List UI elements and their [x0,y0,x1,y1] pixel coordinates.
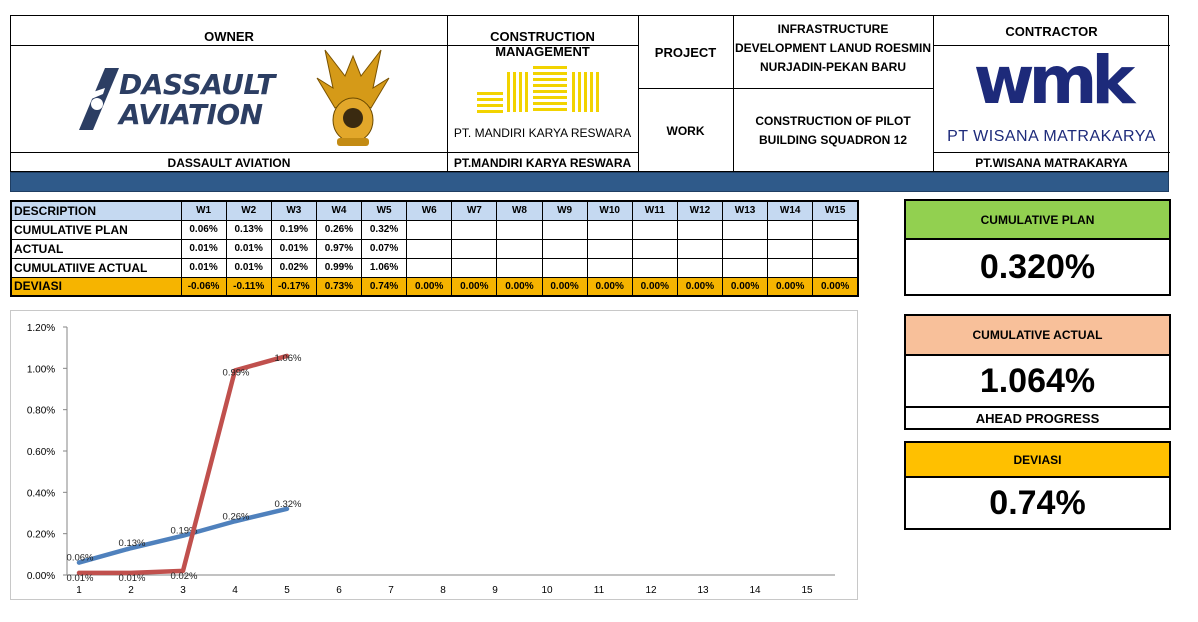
x-tick-label: 13 [697,585,709,596]
cm-logo-caption: PT. MANDIRI KARYA RESWARA [453,126,632,140]
table-cell: 0.00% [723,277,768,296]
table-header-week: W11 [632,201,677,220]
table-cell [768,239,813,258]
y-tick-label: 1.00% [26,364,56,376]
data-label: 0.19% [170,525,198,537]
table-cell: 0.99% [316,258,361,277]
table-cell [452,258,497,277]
table-cell: 0.00% [497,277,542,296]
table-cell [723,258,768,277]
table-cell [407,239,452,258]
y-tick-label: 0.20% [26,529,56,541]
series-line-actual [79,356,287,573]
table-cell: -0.11% [226,277,271,296]
table-cell [677,239,722,258]
table-cell: 0.00% [768,277,813,296]
table-cell: -0.06% [181,277,226,296]
kpi-actual-value: 1.064% [979,361,1096,400]
kpi-actual-label: CUMULATIVE ACTUAL [906,316,1169,356]
table-cell [723,220,768,239]
table-cell: 0.01% [226,258,271,277]
kpi-cumulative-plan [904,199,1171,296]
table-cell [542,239,587,258]
table-cell: 0.00% [632,277,677,296]
table-cell: 0.06% [181,220,226,239]
x-tick-label: 5 [284,585,290,596]
table-cell [768,258,813,277]
table-cell: 0.73% [316,277,361,296]
cm-title: CONSTRUCTION MANAGEMENT [490,29,595,59]
progress-chart [10,310,858,600]
wmk-logo: wmk [973,42,1130,119]
x-tick-label: 10 [541,585,553,596]
table-header-description: DESCRIPTION [11,201,181,220]
table-cell: 0.01% [181,258,226,277]
table-cell: 0.01% [181,239,226,258]
contractor-name: PT.WISANA MATRAKARYA [975,156,1128,170]
owner-logo-line1: DASSAULT [119,68,275,101]
table-cell: 0.74% [362,277,407,296]
kpi-dev-label: DEVIASI [906,443,1169,478]
table-cell: 0.01% [271,239,316,258]
table-header-week: W6 [407,201,452,220]
table-row [11,239,858,258]
chart-canvas [11,311,857,599]
table-cell [542,220,587,239]
table-cell [497,220,542,239]
table-cell [723,239,768,258]
section-divider-bar [10,172,1169,192]
table-header-week: W9 [542,201,587,220]
kpi-cumulative-actual [904,314,1171,430]
table-header-row [11,201,858,220]
x-tick-label: 9 [492,585,498,596]
x-tick-label: 6 [336,585,342,596]
data-label: 0.01% [118,572,146,584]
table-header-week: W12 [677,201,722,220]
table-cell [813,239,858,258]
x-tick-label: 3 [180,585,186,596]
kpi-dev-value: 0.74% [989,483,1086,522]
x-tick-label: 2 [128,585,134,596]
table-cell [813,258,858,277]
table-header-week: W5 [362,201,407,220]
table-cell: 0.07% [362,239,407,258]
table-cell: 0.02% [271,258,316,277]
table-cell [497,239,542,258]
table-header-week: W2 [226,201,271,220]
table-header-week: W7 [452,201,497,220]
table-row-label: CUMULATIIVE ACTUAL [11,258,181,277]
owner-title: OWNER [204,29,254,44]
table-cell [768,220,813,239]
table-header-week: W14 [768,201,813,220]
data-label: 0.13% [118,538,146,550]
table-row-label: CUMULATIVE PLAN [11,220,181,239]
data-label: 1.06% [274,352,302,364]
table-header-week: W1 [181,201,226,220]
table-cell [587,220,632,239]
work-value: CONSTRUCTION OF PILOT BUILDING SQUADRON 12 [755,114,911,147]
table-cell: 0.00% [677,277,722,296]
table-cell: 0.26% [316,220,361,239]
table-cell: 0.00% [587,277,632,296]
table-cell [407,220,452,239]
x-tick-label: 1 [76,585,82,596]
x-tick-label: 7 [388,585,394,596]
data-label: 0.26% [222,511,250,523]
y-tick-label: 0.80% [26,405,56,417]
table-cell [452,239,497,258]
header-panel [10,15,1169,172]
table-cell [677,258,722,277]
data-label: 0.32% [274,498,302,510]
project-label: PROJECT [654,45,717,60]
owner-logo-line2: AVIATION [119,98,263,131]
table-header-week: W8 [497,201,542,220]
table-cell: 0.00% [452,277,497,296]
table-header-week: W3 [271,201,316,220]
table-cell [677,220,722,239]
contractor-title: CONTRACTOR [1005,24,1098,39]
y-tick-label: 0.00% [26,571,56,582]
progress-table [10,200,859,297]
dassault-emblem-icon [75,64,121,134]
table-cell [407,258,452,277]
table-row [11,220,858,239]
table-row [11,258,858,277]
table-cell: 0.01% [226,239,271,258]
table-cell [813,220,858,239]
table-row [11,277,858,296]
y-tick-label: 0.60% [26,447,56,458]
x-tick-label: 14 [749,585,761,596]
kpi-actual-status: AHEAD PROGRESS [906,406,1169,428]
x-tick-label: 12 [645,585,657,596]
owner-name: DASSAULT AVIATION [167,156,291,170]
table-cell [587,239,632,258]
dassault-logo [75,64,295,134]
table-cell [542,258,587,277]
table-cell: 0.00% [407,277,452,296]
data-label: 0.06% [66,552,94,564]
table-cell: 0.32% [362,220,407,239]
table-cell: 1.06% [362,258,407,277]
table-cell [497,258,542,277]
table-header-week: W13 [723,201,768,220]
x-tick-label: 11 [593,585,605,596]
table-cell: 0.00% [813,277,858,296]
kpi-plan-label: CUMULATIVE PLAN [906,201,1169,240]
table-cell: 0.00% [542,277,587,296]
table-cell [632,239,677,258]
table-header-week: W10 [587,201,632,220]
table-header-week: W15 [813,201,858,220]
x-tick-label: 4 [232,585,238,596]
project-value: INFRASTRUCTURE DEVELOPMENT LANUD ROESMIN NURJADIN-PEKAN BARU [735,22,932,74]
y-tick-label: 0.40% [26,488,56,500]
kpi-plan-value: 0.320% [979,247,1096,286]
table-cell: 0.13% [226,220,271,239]
table-row-label: ACTUAL [11,239,181,258]
mandiri-logo-icon [477,66,607,114]
cm-name: PT.MANDIRI KARYA RESWARA [453,156,632,170]
data-label: 0.99% [222,367,250,379]
table-cell: -0.17% [271,277,316,296]
table-cell: 0.97% [316,239,361,258]
table-cell: 0.19% [271,220,316,239]
work-label: WORK [666,124,705,138]
y-tick-label: 1.20% [26,323,56,334]
data-label: 0.02% [170,570,198,582]
air-force-emblem-icon [315,48,391,158]
table-cell [632,258,677,277]
x-tick-label: 15 [801,585,813,596]
data-label: 0.01% [66,572,94,584]
x-tick-label: 8 [440,585,446,596]
table-row-label: DEVIASI [11,277,181,296]
table-header-week: W4 [316,201,361,220]
kpi-deviasi [904,441,1171,530]
table-cell [632,220,677,239]
table-cell [452,220,497,239]
table-cell [587,258,632,277]
wmk-logo-caption: PT WISANA MATRAKARYA [947,128,1156,145]
